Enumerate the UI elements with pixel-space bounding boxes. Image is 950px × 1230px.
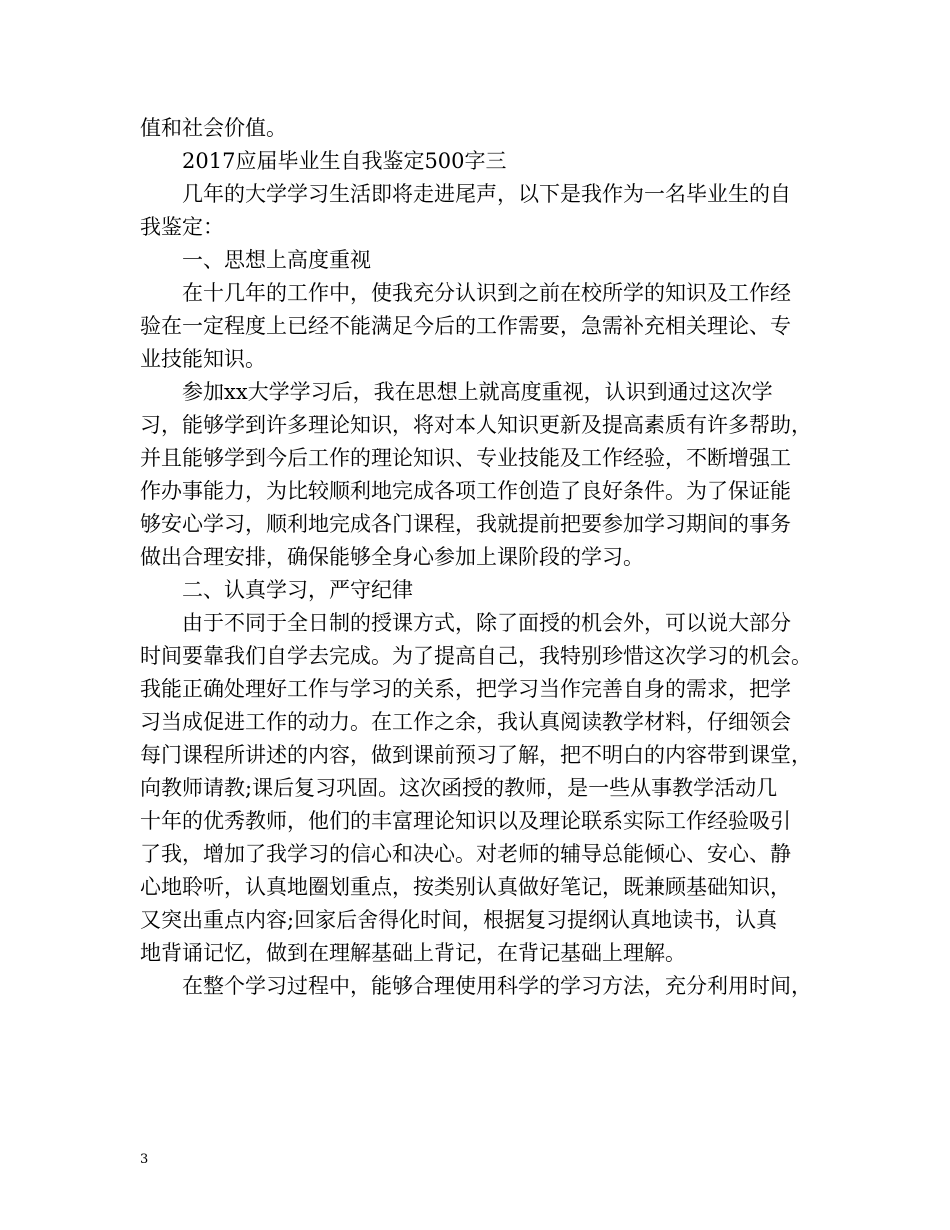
- paragraph-line: 业技能知识。: [140, 347, 266, 371]
- paragraph-line: 在十几年的工作中，使我充分认识到之前在校所学的知识及工作经: [182, 281, 791, 305]
- page-number: 3: [140, 1152, 149, 1167]
- paragraph-line: 向教师请教;课后复习巩固。这次函授的教师，是一些从事教学活动几: [140, 776, 778, 800]
- paragraph-line: 并且能够学到今后工作的理论知识、专业技能及工作经验，不断增强工: [140, 446, 791, 470]
- text-line-continuation: 值和社会价值。: [140, 116, 287, 140]
- section-heading-2: 二、认真学习，严守纪律: [182, 578, 413, 602]
- section-title: 2017应届毕业生自我鉴定500字三: [182, 149, 507, 173]
- paragraph-line: 几年的大学学习生活即将走进尾声，以下是我作为一名毕业生的自: [182, 182, 791, 206]
- paragraph-line: 了我，增加了我学习的信心和决心。对老师的辅导总能倾心、安心、静: [140, 842, 791, 866]
- paragraph-line: 时间要靠我们自学去完成。为了提高自己，我特别珍惜这次学习的机会。: [140, 644, 812, 668]
- paragraph-line: 由于不同于全日制的授课方式，除了面授的机会外，可以说大部分: [182, 611, 791, 635]
- paragraph-line: 每门课程所讲述的内容，做到课前预习了解，把不明白的内容带到课堂，: [140, 743, 812, 767]
- paragraph-line: 我能正确处理好工作与学习的关系，把学习当作完善自身的需求，把学: [140, 677, 791, 701]
- paragraph-line: 习当成促进工作的动力。在工作之余，我认真阅读教学材料，仔细领会: [140, 710, 791, 734]
- paragraph-line: 参加xx大学学习后，我在思想上就高度重视，认识到通过这次学: [182, 380, 773, 404]
- paragraph-line: 又突出重点内容;回家后舍得化时间，根据复习提纲认真地读书，认真: [140, 908, 778, 932]
- paragraph-line: 地背诵记忆，做到在理解基础上背记，在背记基础上理解。: [140, 941, 686, 965]
- paragraph-line: 在整个学习过程中，能够合理使用科学的学习方法，充分利用时间，: [182, 974, 812, 998]
- section-heading-1: 一、思想上高度重视: [182, 248, 371, 272]
- paragraph-line: 心地聆听，认真地圈划重点，按类别认真做好笔记，既兼顾基础知识，: [140, 875, 791, 899]
- paragraph-line: 我鉴定：: [140, 215, 224, 239]
- paragraph-line: 做出合理安排，确保能够全身心参加上课阶段的学习。: [140, 545, 644, 569]
- paragraph-line: 验在一定程度上已经不能满足今后的工作需要，急需补充相关理论、专: [140, 314, 791, 338]
- paragraph-line: 十年的优秀教师，他们的丰富理论知识以及理论联系实际工作经验吸引: [140, 809, 791, 833]
- paragraph-line: 习，能够学到许多理论知识，将对本人知识更新及提高素质有许多帮助，: [140, 413, 812, 437]
- document-body: [140, 112, 830, 1003]
- paragraph-line: 作办事能力，为比较顺利地完成各项工作创造了良好条件。为了保证能: [140, 479, 791, 503]
- paragraph-line: 够安心学习，顺利地完成各门课程，我就提前把要参加学习期间的事务: [140, 512, 791, 536]
